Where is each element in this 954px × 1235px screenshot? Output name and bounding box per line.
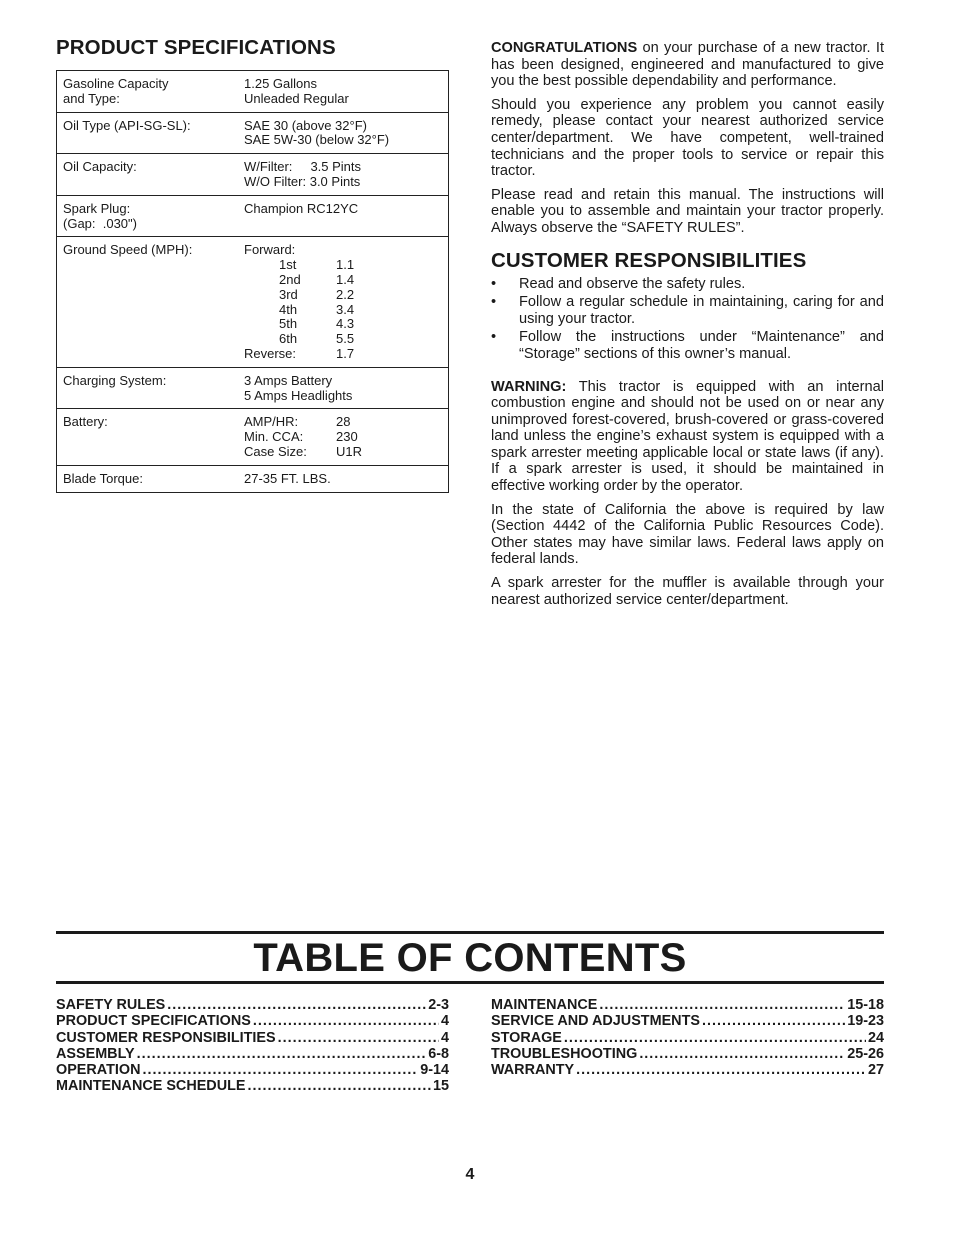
- gear-row: [244, 303, 442, 318]
- toc-entry-title: WARRANTY: [491, 1062, 575, 1079]
- spec-value: 27-35 FT. LBS.: [244, 470, 331, 486]
- spec-label: Blade Torque:: [63, 470, 143, 486]
- product-specifications-section: [56, 36, 449, 493]
- gear-name: 3rd: [279, 286, 298, 302]
- toc-entry-page: 9-14: [420, 1062, 449, 1079]
- spec-value: Champion RC12YC: [244, 200, 359, 216]
- spec-label: Ground Speed (MPH):: [63, 242, 193, 258]
- specifications-table: [56, 70, 449, 493]
- gear-speed: 1.1: [336, 257, 355, 273]
- gear-name: 1st: [279, 257, 297, 273]
- toc-entry-title: TROUBLESHOOTING: [491, 1045, 638, 1062]
- spec-row-ground-speed: [57, 237, 449, 367]
- forward-label: Forward:: [244, 242, 296, 258]
- toc-leader: [253, 1013, 439, 1029]
- gear-row: [244, 317, 442, 332]
- page-number: 4: [465, 1166, 475, 1183]
- spec-value: Unleaded Regular: [244, 90, 349, 106]
- toc-entry-title: PRODUCT SPECIFICATIONS: [56, 1013, 251, 1030]
- toc-leader: [564, 1030, 866, 1046]
- spec-value: W/O Filter: 3.0 Pints: [244, 173, 361, 189]
- spec-label: Oil Capacity:: [63, 159, 137, 175]
- spec-label: (Gap: .030"): [63, 215, 137, 231]
- spec-value: 5 Amps Headlights: [244, 387, 353, 403]
- toc-top-rule: [56, 931, 884, 934]
- spec-value: 3 Amps Battery: [244, 372, 333, 388]
- spec-label: Spark Plug:: [63, 200, 131, 216]
- toc-entry-page: 27: [867, 1062, 884, 1079]
- service-paragraph: Should you experience any problem you cannot easily remedy, please contact your nearest authorized service center/department. We have competent, well-trained technicians and the proper tools to service or repair this tractor.: [491, 96, 884, 180]
- battery-row: [244, 430, 442, 445]
- spec-value: 1.25 Gallons: [244, 76, 317, 91]
- gear-speed: 3.4: [336, 301, 355, 317]
- toc-leader: [702, 1013, 845, 1029]
- toc-entry-page: 4: [440, 1013, 449, 1030]
- toc-leader: [576, 1062, 866, 1078]
- toc-entry[interactable]: [491, 1013, 884, 1029]
- toc-entry[interactable]: [56, 1062, 449, 1078]
- spec-label: and Type:: [63, 90, 120, 106]
- warning-paragraph: [491, 379, 884, 495]
- toc-leader: [599, 997, 845, 1013]
- responsibilities-list: [491, 276, 884, 363]
- toc-entry-page: 24: [867, 1029, 884, 1046]
- toc-leader: [639, 1046, 845, 1062]
- customer-responsibilities-heading: CUSTOMER RESPONSIBILITIES: [491, 248, 807, 272]
- toc-entry-page: 19-23: [847, 1013, 884, 1030]
- battery-key: AMP/HR:: [244, 414, 299, 430]
- reverse-row: [244, 347, 442, 362]
- toc-entry[interactable]: [491, 1046, 884, 1062]
- toc-entry-title: STORAGE: [491, 1029, 562, 1046]
- california-law-paragraph: In the state of California the above is required by law (Section 4442 of the California Public Resources Code). Other states may have similar laws. Federal laws apply on federal lands.: [491, 501, 884, 568]
- toc-entry-title: SERVICE AND ADJUSTMENTS: [491, 1013, 700, 1030]
- toc-entry[interactable]: [56, 1078, 449, 1094]
- toc-leader: [167, 997, 426, 1013]
- gear-name: 4th: [279, 301, 298, 317]
- gear-row: [244, 258, 442, 273]
- gear-row: [244, 273, 442, 288]
- toc-title: TABLE OF CONTENTS: [253, 936, 687, 980]
- gear-row: [244, 288, 442, 303]
- toc-entry-title: MAINTENANCE SCHEDULE: [56, 1078, 246, 1095]
- battery-value: U1R: [336, 443, 363, 459]
- battery-value: 230: [336, 429, 358, 445]
- spec-row-blade-torque: [57, 465, 449, 492]
- gear-name: 6th: [279, 331, 298, 347]
- list-item: • Follow a regular schedule in maintaining, caring for and using your tractor.: [491, 294, 884, 327]
- warning-label: WARNING:: [491, 378, 567, 395]
- spec-value: SAE 5W-30 (below 32°F): [244, 132, 390, 148]
- toc-entry[interactable]: [56, 1013, 449, 1029]
- toc-entry[interactable]: [491, 1062, 884, 1078]
- spec-label: Charging System:: [63, 372, 167, 388]
- toc-entry[interactable]: [491, 1030, 884, 1046]
- toc-entry-page: 15-18: [847, 997, 884, 1013]
- battery-key: Min. CCA:: [244, 429, 304, 445]
- gear-name: 2nd: [279, 271, 301, 287]
- reverse-speed: 1.7: [336, 345, 355, 361]
- intro-section: [491, 40, 884, 615]
- toc-entry-page: 6-8: [428, 1045, 449, 1062]
- congratulations-lead: CONGRATULATIONS: [491, 40, 638, 56]
- spec-row-gasoline: [57, 71, 449, 113]
- congratulations-text: on your purchase of a new tractor. It has been designed, engineered and manufactured to give you the best possible dependability and performance.: [491, 40, 884, 90]
- toc-entry-page: 15: [432, 1078, 449, 1095]
- toc-entry-page: 2-3: [428, 997, 449, 1013]
- toc-bottom-rule: [56, 981, 884, 984]
- spec-value: W/Filter: 3.5 Pints: [244, 159, 362, 175]
- gear-row: [244, 332, 442, 347]
- list-item: • Follow the instructions under “Maintenance” and “Storage” sections of this owner’s manual.: [491, 329, 884, 362]
- gear-speed: 4.3: [336, 316, 355, 332]
- toc-entry-page: 25-26: [847, 1045, 884, 1062]
- spec-label: Battery:: [63, 414, 108, 430]
- list-item: • Read and observe the safety rules.: [491, 276, 884, 293]
- spark-arrester-paragraph: A spark arrester for the muffler is available through your nearest authorized service center/department.: [491, 575, 884, 608]
- toc-entry-page: 4: [440, 1029, 449, 1046]
- spec-row-charging: [57, 367, 449, 409]
- spec-label: Gasoline Capacity: [63, 76, 169, 91]
- toc-entry[interactable]: [491, 997, 884, 1013]
- battery-row: [244, 415, 442, 430]
- battery-row: [244, 445, 442, 460]
- toc-left-column: [56, 997, 449, 1095]
- toc-right-column: [491, 997, 884, 1078]
- toc-entry-title: OPERATION: [56, 1062, 141, 1079]
- battery-key: Case Size:: [244, 443, 307, 459]
- spec-row-battery: [57, 409, 449, 465]
- congratulations-paragraph: [491, 40, 884, 90]
- spec-label: Oil Type (API-SG-SL):: [63, 117, 191, 133]
- toc-entry-title: CUSTOMER RESPONSIBILITIES: [56, 1029, 276, 1046]
- spec-row-oil-type: [57, 112, 449, 154]
- spec-row-oil-capacity: [57, 154, 449, 196]
- gear-name: 5th: [279, 316, 298, 332]
- gear-speed: 1.4: [336, 271, 355, 287]
- toc-leader: [137, 1046, 427, 1062]
- toc-entry-title: ASSEMBLY: [56, 1045, 135, 1062]
- toc-entry[interactable]: [56, 997, 449, 1013]
- toc-leader: [278, 1030, 439, 1046]
- toc-leader: [247, 1078, 431, 1094]
- spec-row-spark-plug: [57, 195, 449, 237]
- toc-leader: [142, 1062, 418, 1078]
- warning-text: This tractor is equipped with an internal combustion engine and should not be used on or near any unimproved forest-covered, brush-covered or grass-covered land unless the engine’s exhaust system is equipped with a spark arrester meeting applicable local or state laws (if any). If a spark arrester is used, it should be maintained in effective working order by the operator.: [491, 378, 884, 495]
- gear-speed: 2.2: [336, 286, 355, 302]
- toc-entry[interactable]: [56, 1046, 449, 1062]
- toc-entry-title: MAINTENANCE: [491, 997, 598, 1013]
- gear-speed: 5.5: [336, 331, 355, 347]
- battery-value: 28: [336, 414, 351, 430]
- spec-value: SAE 30 (above 32°F): [244, 117, 367, 133]
- toc-entry-title: SAFETY RULES: [56, 997, 166, 1013]
- reverse-label: Reverse:: [244, 345, 297, 361]
- product-specifications-heading: PRODUCT SPECIFICATIONS: [56, 36, 336, 59]
- toc-entry[interactable]: [56, 1030, 449, 1046]
- retain-manual-paragraph: Please read and retain this manual. The instructions will enable you to assemble and maintain your tractor properly. Always observe the “SAFETY RULES”.: [491, 186, 884, 236]
